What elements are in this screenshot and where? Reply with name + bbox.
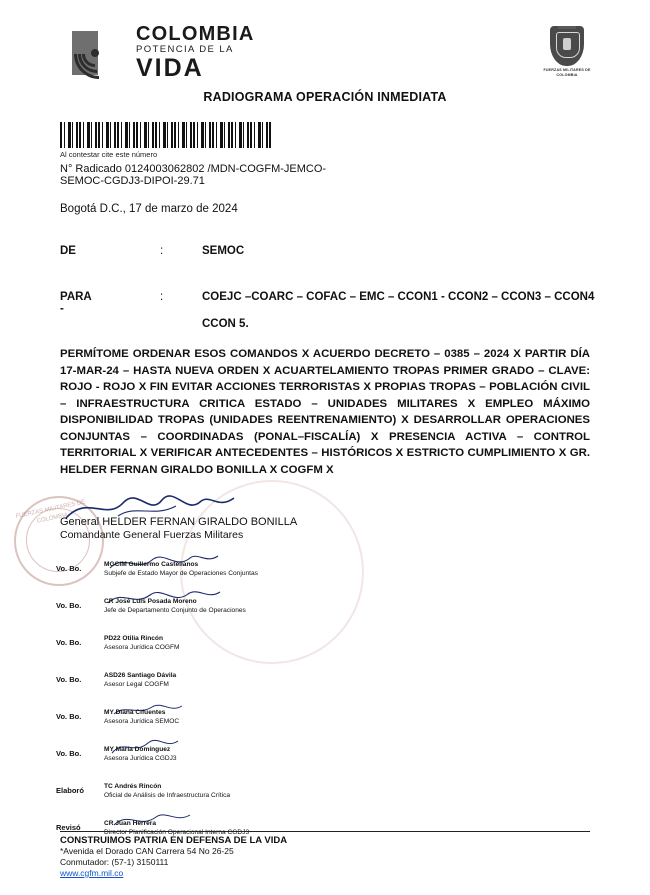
approval-tag: Vo. Bo.: [56, 638, 82, 647]
military-crest-icon: [550, 26, 584, 66]
city-date: Bogotá D.C., 17 de marzo de 2024: [60, 203, 238, 215]
approval-role: Asesor Legal COGFM: [104, 681, 169, 688]
approval-role: Subjefe de Estado Mayor de Operaciones Conjuntas: [104, 570, 258, 577]
approval-name: MGCIM Guillermo Castellanos: [104, 561, 199, 568]
approval-person: [104, 560, 258, 578]
field-de-colon: :: [160, 245, 164, 257]
approval-role: Asesora Jurídica COGFM: [104, 644, 180, 651]
approval-tag: Vo. Bo.: [56, 749, 82, 758]
field-para-value-continued: CCON 5.: [202, 318, 249, 330]
approval-row: [56, 558, 486, 595]
approval-name: PD22 Otilia Rincón: [104, 635, 163, 642]
approval-row: [56, 669, 486, 706]
footer-slogan: CONSTRUIMOS PATRIA EN DEFENSA DE LA VIDA: [60, 835, 288, 846]
main-signature: [60, 516, 460, 541]
crest-caption: FUERZAS MILITARES DE COLOMBIA: [543, 68, 591, 77]
barcode-icon: [60, 122, 272, 148]
field-para-colon: :: [160, 291, 164, 303]
approval-role: Asesora Jurídica CGDJ3: [104, 755, 177, 762]
signer-role: Comandante General Fuerzas Militares: [60, 529, 244, 541]
body-paragraph: PERMÍTOME ORDENAR ESOS COMANDOS X ACUERDO DECRETO – 0385 – 2024 X PARTIR DÍA 17-MAR-24 – HASTA NUEVA ORDEN X ACUARTELAMIENTO TROPAS PRIMER GRADO – CLAVE: ROJO - ROJO X FIN EVITAR ACCIONES TERRORISTAS X PROPIAS TROPAS – POBLACIÓN CIVIL – INFRAESTRUCTURA CRITICA ESTADO – UNIDADES MILITARES X EMPLEO MÁXIMO DISPONIBILIDAD TROPAS (UNIDADES REENTRENAMIENTO) X DESARROLLAR OPERACIONES CONJUNTAS – COORDINADAS (PONAL–FISCALÍA) X PRESENCIA ACTIVA – CONTROL TERRITORIAL X VERIFICAR ANTECEDENTES – HISTÓRICOS X ESTRICTO CUMPLIMIENTO X GR. HELDER FERNAN GIRALDO BONILLA X COGFM X: [60, 348, 590, 476]
approvals-list: [56, 558, 486, 854]
logo-text: [136, 24, 254, 81]
colombia-waves-logo-icon: [72, 27, 128, 79]
stamp-seal-text: FUERZAS MILITARES DE COLOMBIA: [15, 499, 86, 525]
document-footer: [60, 831, 590, 879]
field-de: [60, 245, 600, 257]
approval-tag: Vo. Bo.: [56, 675, 82, 684]
approval-tag: Vo. Bo.: [56, 712, 82, 721]
field-de-label: DE: [60, 245, 76, 257]
radicado-number: N° Radicado 0124003062802 /MDN-COGFM-JEMCO-SEMOC-CGDJ3-DIPOI-29.71: [60, 163, 327, 187]
approval-name: MY Diana Cifuentes: [104, 709, 166, 716]
field-para-value: COEJC –COARC – COFAC – EMC – CCON1 - CCON2 – CCON3 – CCON4 -: [60, 291, 595, 315]
approval-tag: Vo. Bo.: [56, 564, 82, 573]
approval-person: [104, 634, 179, 652]
approval-name: TC Andrés Rincón: [104, 783, 162, 790]
footer-address: *Avenida el Dorado CAN Carrera 54 No 26-25: [60, 846, 234, 856]
approval-row: [56, 632, 486, 669]
approval-name: MY María Domínguez: [104, 746, 171, 753]
approval-person: [104, 671, 176, 689]
approval-tag: Revisó: [56, 823, 81, 832]
approval-row: [56, 706, 486, 743]
colombia-logo: [72, 24, 254, 81]
logo-line-1: COLOMBIA: [136, 23, 255, 45]
page-title: RADIOGRAMA OPERACIÓN INMEDIATA: [203, 90, 447, 104]
approval-role: Asesora Jurídica SEMOC: [104, 718, 180, 725]
logo-line-2: POTENCIA DE LA: [136, 44, 234, 55]
approval-person: [104, 597, 246, 615]
approval-name: CR José Luis Posada Moreno: [104, 598, 197, 605]
document-header: [0, 10, 650, 90]
barcode-block: [60, 122, 360, 187]
field-para: [60, 291, 600, 330]
approval-tag: Elaboró: [56, 786, 84, 795]
approval-row: [56, 780, 486, 817]
approval-tag: Vo. Bo.: [56, 601, 82, 610]
approval-name: CR Juan Herrera: [104, 820, 157, 827]
approval-person: [104, 782, 230, 800]
approval-person: [104, 708, 179, 726]
military-crest: [536, 26, 598, 78]
signer-name: General HELDER FERNAN GIRALDO BONILLA: [60, 516, 298, 528]
approval-person: [104, 745, 177, 763]
field-de-value: SEMOC: [202, 245, 245, 257]
field-para-label: PARA: [60, 291, 92, 303]
footer-phone: Conmutador: (57-1) 3150111: [60, 857, 169, 867]
approval-role: Jefe de Departamento Conjunto de Operaciones: [104, 607, 246, 614]
approval-role: Director Planificación Operacional Interna CGDJ3: [104, 829, 250, 836]
approval-row: [56, 743, 486, 780]
footer-website-link[interactable]: www.cgfm.mil.co: [60, 868, 124, 878]
approval-role: Oficial de Análisis de Infraestructura Crítica: [104, 792, 231, 799]
barcode-caption: Al contestar cite este número: [60, 150, 158, 159]
approval-row: [56, 595, 486, 632]
approval-name: ASD26 Santiago Dávila: [104, 672, 177, 679]
logo-line-3: VIDA: [136, 54, 204, 82]
